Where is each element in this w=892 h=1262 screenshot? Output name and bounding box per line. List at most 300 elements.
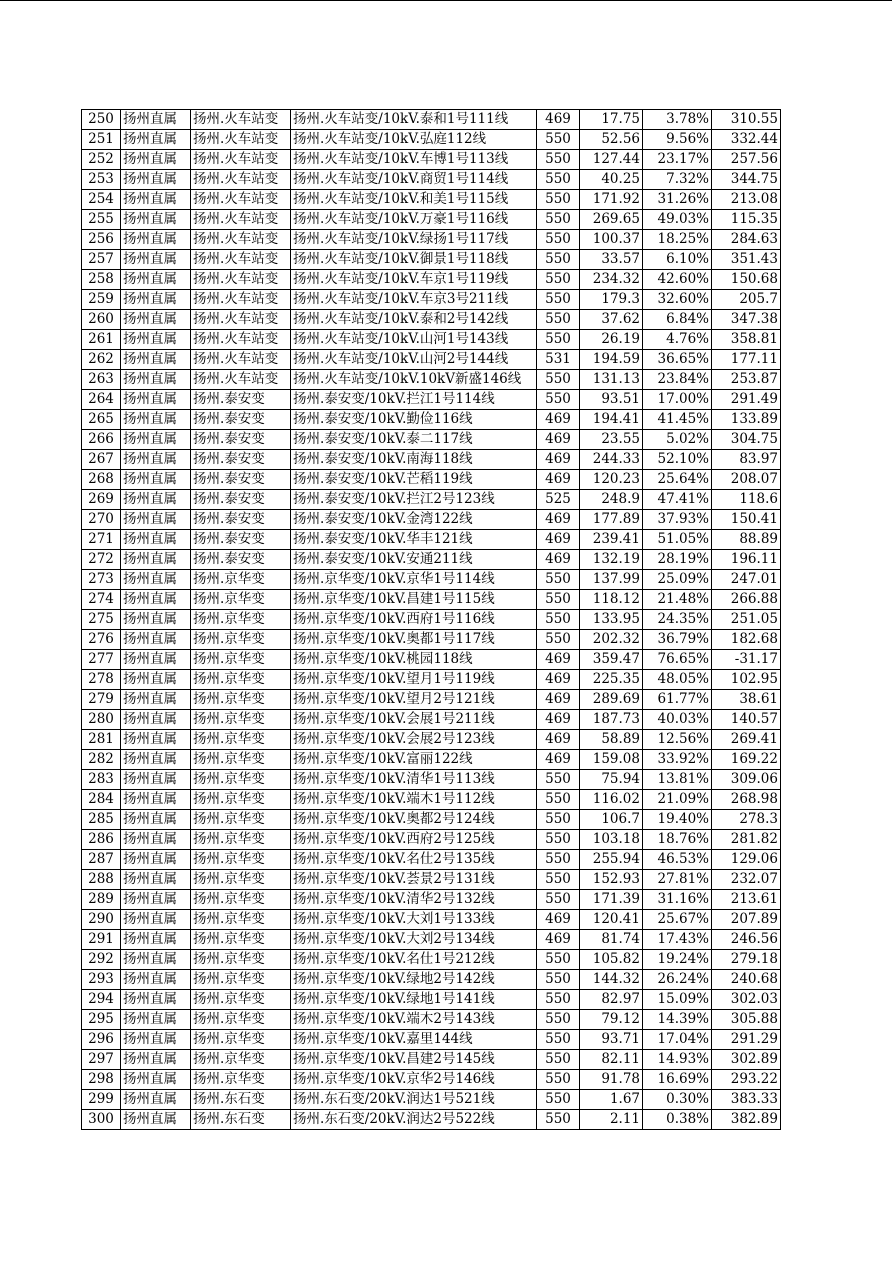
cell-line-name: 扬州.京华变/10kV.奥都1号117线 (291, 630, 537, 650)
cell-rated-capacity: 469 (537, 430, 580, 450)
cell-unit: 扬州直属 (121, 710, 191, 730)
cell-unit: 扬州直属 (121, 410, 191, 430)
cell-rated-capacity: 550 (537, 330, 580, 350)
cell-remaining-capacity: 284.63 (712, 230, 781, 250)
cell-load-rate: 18.25% (643, 230, 712, 250)
cell-unit: 扬州直属 (121, 330, 191, 350)
cell-load-rate: 25.64% (643, 470, 712, 490)
cell-substation: 扬州.火车站变 (191, 290, 291, 310)
cell-unit: 扬州直属 (121, 930, 191, 950)
table-row (82, 1090, 781, 1110)
cell-remaining-capacity: -31.17 (712, 650, 781, 670)
cell-row-number: 270 (82, 510, 121, 530)
cell-remaining-capacity: 382.89 (712, 1110, 781, 1130)
cell-rated-capacity: 550 (537, 190, 580, 210)
cell-rated-capacity: 550 (537, 970, 580, 990)
cell-remaining-capacity: 351.43 (712, 250, 781, 270)
cell-unit: 扬州直属 (121, 650, 191, 670)
cell-substation: 扬州.京华变 (191, 690, 291, 710)
table-row (82, 670, 781, 690)
cell-load-value: 17.75 (580, 110, 643, 130)
cell-unit: 扬州直属 (121, 190, 191, 210)
cell-rated-capacity: 550 (537, 810, 580, 830)
cell-load-value: 23.55 (580, 430, 643, 450)
cell-unit: 扬州直属 (121, 830, 191, 850)
cell-remaining-capacity: 205.7 (712, 290, 781, 310)
cell-load-rate: 0.38% (643, 1110, 712, 1130)
cell-line-name: 扬州.火车站变/10kV.万豪1号116线 (291, 210, 537, 230)
cell-load-value: 152.93 (580, 870, 643, 890)
table-row (82, 370, 781, 390)
table-row (82, 510, 781, 530)
cell-load-value: 127.44 (580, 150, 643, 170)
cell-rated-capacity: 550 (537, 130, 580, 150)
table-row (82, 1110, 781, 1130)
cell-load-value: 234.32 (580, 270, 643, 290)
cell-row-number: 253 (82, 170, 121, 190)
cell-row-number: 256 (82, 230, 121, 250)
cell-unit: 扬州直属 (121, 430, 191, 450)
cell-substation: 扬州.泰安变 (191, 410, 291, 430)
cell-remaining-capacity: 344.75 (712, 170, 781, 190)
cell-remaining-capacity: 38.61 (712, 690, 781, 710)
cell-line-name: 扬州.京华变/10kV.奥都2号124线 (291, 810, 537, 830)
cell-unit: 扬州直属 (121, 690, 191, 710)
cell-line-name: 扬州.京华变/10kV.端木1号112线 (291, 790, 537, 810)
cell-row-number: 279 (82, 690, 121, 710)
cell-unit: 扬州直属 (121, 530, 191, 550)
cell-substation: 扬州.泰安变 (191, 430, 291, 450)
cell-unit: 扬州直属 (121, 670, 191, 690)
cell-substation: 扬州.京华变 (191, 890, 291, 910)
cell-load-rate: 40.03% (643, 710, 712, 730)
table-row (82, 950, 781, 970)
cell-substation: 扬州.火车站变 (191, 170, 291, 190)
cell-remaining-capacity: 304.75 (712, 430, 781, 450)
cell-load-rate: 13.81% (643, 770, 712, 790)
cell-remaining-capacity: 253.87 (712, 370, 781, 390)
cell-unit: 扬州直属 (121, 1110, 191, 1130)
cell-row-number: 273 (82, 570, 121, 590)
cell-remaining-capacity: 383.33 (712, 1090, 781, 1110)
cell-substation: 扬州.京华变 (191, 970, 291, 990)
cell-remaining-capacity: 251.05 (712, 610, 781, 630)
cell-line-name: 扬州.京华变/10kV.大刘1号133线 (291, 910, 537, 930)
cell-load-value: 244.33 (580, 450, 643, 470)
table-row (82, 990, 781, 1010)
cell-rated-capacity: 550 (537, 1050, 580, 1070)
cell-load-value: 37.62 (580, 310, 643, 330)
cell-substation: 扬州.京华变 (191, 650, 291, 670)
cell-substation: 扬州.火车站变 (191, 210, 291, 230)
cell-substation: 扬州.京华变 (191, 1050, 291, 1070)
cell-load-rate: 48.05% (643, 670, 712, 690)
cell-rated-capacity: 550 (537, 590, 580, 610)
cell-load-rate: 36.79% (643, 630, 712, 650)
cell-substation: 扬州.火车站变 (191, 310, 291, 330)
cell-load-rate: 7.32% (643, 170, 712, 190)
table-body (82, 110, 781, 1130)
cell-unit: 扬州直属 (121, 1090, 191, 1110)
cell-row-number: 286 (82, 830, 121, 850)
cell-load-value: 159.08 (580, 750, 643, 770)
cell-rated-capacity: 550 (537, 570, 580, 590)
cell-load-rate: 0.30% (643, 1090, 712, 1110)
cell-unit: 扬州直属 (121, 390, 191, 410)
cell-load-rate: 17.43% (643, 930, 712, 950)
table-row (82, 810, 781, 830)
cell-remaining-capacity: 281.82 (712, 830, 781, 850)
cell-row-number: 296 (82, 1030, 121, 1050)
cell-load-rate: 5.02% (643, 430, 712, 450)
cell-substation: 扬州.京华变 (191, 710, 291, 730)
cell-unit: 扬州直属 (121, 610, 191, 630)
cell-load-value: 239.41 (580, 530, 643, 550)
cell-load-value: 105.82 (580, 950, 643, 970)
cell-row-number: 288 (82, 870, 121, 890)
cell-load-value: 289.69 (580, 690, 643, 710)
cell-line-name: 扬州.火车站变/10kV.泰和1号111线 (291, 110, 537, 130)
cell-remaining-capacity: 177.11 (712, 350, 781, 370)
cell-substation: 扬州.泰安变 (191, 450, 291, 470)
cell-remaining-capacity: 196.11 (712, 550, 781, 570)
cell-substation: 扬州.京华变 (191, 790, 291, 810)
cell-load-value: 52.56 (580, 130, 643, 150)
cell-load-rate: 32.60% (643, 290, 712, 310)
table-row (82, 230, 781, 250)
cell-load-value: 179.3 (580, 290, 643, 310)
cell-load-rate: 9.56% (643, 130, 712, 150)
cell-load-value: 132.19 (580, 550, 643, 570)
cell-load-value: 82.11 (580, 1050, 643, 1070)
cell-unit: 扬州直属 (121, 230, 191, 250)
cell-substation: 扬州.京华变 (191, 730, 291, 750)
cell-load-rate: 21.09% (643, 790, 712, 810)
table-row (82, 550, 781, 570)
cell-load-rate: 47.41% (643, 490, 712, 510)
cell-line-name: 扬州.火车站变/10kV.御景1号118线 (291, 250, 537, 270)
cell-load-rate: 61.77% (643, 690, 712, 710)
cell-substation: 扬州.京华变 (191, 570, 291, 590)
cell-unit: 扬州直属 (121, 110, 191, 130)
cell-remaining-capacity: 269.41 (712, 730, 781, 750)
cell-unit: 扬州直属 (121, 310, 191, 330)
cell-line-name: 扬州.京华变/10kV.望月1号119线 (291, 670, 537, 690)
table-row (82, 830, 781, 850)
cell-line-name: 扬州.泰安变/10kV.芒稻119线 (291, 470, 537, 490)
cell-load-value: 93.71 (580, 1030, 643, 1050)
cell-rated-capacity: 469 (537, 690, 580, 710)
cell-unit: 扬州直属 (121, 870, 191, 890)
cell-remaining-capacity: 232.07 (712, 870, 781, 890)
cell-load-value: 269.65 (580, 210, 643, 230)
cell-remaining-capacity: 291.49 (712, 390, 781, 410)
cell-substation: 扬州.京华变 (191, 990, 291, 1010)
cell-row-number: 295 (82, 1010, 121, 1030)
cell-load-value: 255.94 (580, 850, 643, 870)
cell-unit: 扬州直属 (121, 770, 191, 790)
cell-line-name: 扬州.泰安变/10kV.金湾122线 (291, 510, 537, 530)
cell-remaining-capacity: 150.68 (712, 270, 781, 290)
cell-load-rate: 21.48% (643, 590, 712, 610)
cell-row-number: 260 (82, 310, 121, 330)
cell-substation: 扬州.京华变 (191, 1070, 291, 1090)
cell-load-value: 177.89 (580, 510, 643, 530)
table-row (82, 790, 781, 810)
cell-unit: 扬州直属 (121, 1070, 191, 1090)
cell-line-name: 扬州.泰安变/10kV.拦江2号123线 (291, 490, 537, 510)
cell-row-number: 275 (82, 610, 121, 630)
cell-line-name: 扬州.火车站变/10kV.车京3号211线 (291, 290, 537, 310)
cell-remaining-capacity: 293.22 (712, 1070, 781, 1090)
cell-row-number: 287 (82, 850, 121, 870)
cell-unit: 扬州直属 (121, 970, 191, 990)
cell-substation: 扬州.京华变 (191, 810, 291, 830)
cell-row-number: 250 (82, 110, 121, 130)
cell-row-number: 299 (82, 1090, 121, 1110)
cell-line-name: 扬州.火车站变/10kV.车京1号119线 (291, 270, 537, 290)
table-row (82, 870, 781, 890)
cell-substation: 扬州.火车站变 (191, 370, 291, 390)
cell-rated-capacity: 469 (537, 450, 580, 470)
cell-substation: 扬州.京华变 (191, 830, 291, 850)
cell-load-value: 1.67 (580, 1090, 643, 1110)
cell-load-rate: 23.84% (643, 370, 712, 390)
cell-load-value: 82.97 (580, 990, 643, 1010)
cell-load-rate: 19.24% (643, 950, 712, 970)
cell-load-value: 202.32 (580, 630, 643, 650)
cell-substation: 扬州.京华变 (191, 590, 291, 610)
cell-load-rate: 25.67% (643, 910, 712, 930)
page-top-border (0, 0, 892, 1)
cell-remaining-capacity: 310.55 (712, 110, 781, 130)
cell-row-number: 285 (82, 810, 121, 830)
table-row (82, 690, 781, 710)
cell-rated-capacity: 469 (537, 930, 580, 950)
table-row (82, 330, 781, 350)
cell-row-number: 259 (82, 290, 121, 310)
cell-rated-capacity: 469 (537, 110, 580, 130)
cell-load-rate: 37.93% (643, 510, 712, 530)
cell-remaining-capacity: 257.56 (712, 150, 781, 170)
cell-load-rate: 41.45% (643, 410, 712, 430)
cell-load-rate: 3.78% (643, 110, 712, 130)
cell-rated-capacity: 469 (537, 710, 580, 730)
cell-line-name: 扬州.京华变/10kV.西府2号125线 (291, 830, 537, 850)
cell-remaining-capacity: 279.18 (712, 950, 781, 970)
cell-rated-capacity: 550 (537, 1030, 580, 1050)
table-row (82, 970, 781, 990)
cell-remaining-capacity: 240.68 (712, 970, 781, 990)
cell-rated-capacity: 469 (537, 550, 580, 570)
cell-unit: 扬州直属 (121, 130, 191, 150)
table-row (82, 1030, 781, 1050)
cell-load-value: 75.94 (580, 770, 643, 790)
cell-row-number: 267 (82, 450, 121, 470)
cell-line-name: 扬州.火车站变/10kV.绿扬1号117线 (291, 230, 537, 250)
cell-rated-capacity: 531 (537, 350, 580, 370)
cell-substation: 扬州.京华变 (191, 930, 291, 950)
cell-load-rate: 14.93% (643, 1050, 712, 1070)
cell-remaining-capacity: 207.89 (712, 910, 781, 930)
table-row (82, 210, 781, 230)
cell-substation: 扬州.京华变 (191, 750, 291, 770)
table-row (82, 350, 781, 370)
cell-unit: 扬州直属 (121, 1010, 191, 1030)
cell-rated-capacity: 550 (537, 370, 580, 390)
cell-unit: 扬州直属 (121, 1050, 191, 1070)
cell-row-number: 281 (82, 730, 121, 750)
cell-line-name: 扬州.京华变/10kV.清华1号113线 (291, 770, 537, 790)
cell-unit: 扬州直属 (121, 990, 191, 1010)
cell-rated-capacity: 469 (537, 750, 580, 770)
cell-row-number: 269 (82, 490, 121, 510)
cell-line-name: 扬州.火车站变/10kV.山河1号143线 (291, 330, 537, 350)
cell-row-number: 261 (82, 330, 121, 350)
cell-load-value: 171.92 (580, 190, 643, 210)
table-row (82, 850, 781, 870)
cell-row-number: 280 (82, 710, 121, 730)
cell-rated-capacity: 550 (537, 890, 580, 910)
table-row (82, 730, 781, 750)
cell-row-number: 284 (82, 790, 121, 810)
cell-remaining-capacity: 169.22 (712, 750, 781, 770)
cell-row-number: 252 (82, 150, 121, 170)
cell-load-rate: 14.39% (643, 1010, 712, 1030)
cell-load-value: 187.73 (580, 710, 643, 730)
cell-remaining-capacity: 305.88 (712, 1010, 781, 1030)
cell-load-rate: 26.24% (643, 970, 712, 990)
cell-load-value: 2.11 (580, 1110, 643, 1130)
table-row (82, 610, 781, 630)
cell-substation: 扬州.火车站变 (191, 330, 291, 350)
cell-load-value: 91.78 (580, 1070, 643, 1090)
cell-rated-capacity: 469 (537, 510, 580, 530)
table-row (82, 930, 781, 950)
cell-load-value: 131.13 (580, 370, 643, 390)
table-row (82, 250, 781, 270)
cell-load-rate: 4.76% (643, 330, 712, 350)
table-row (82, 710, 781, 730)
cell-rated-capacity: 550 (537, 170, 580, 190)
table-row (82, 390, 781, 410)
cell-rated-capacity: 550 (537, 230, 580, 250)
cell-substation: 扬州.京华变 (191, 1010, 291, 1030)
cell-unit: 扬州直属 (121, 590, 191, 610)
cell-substation: 扬州.火车站变 (191, 150, 291, 170)
cell-substation: 扬州.泰安变 (191, 510, 291, 530)
cell-load-value: 40.25 (580, 170, 643, 190)
cell-line-name: 扬州.泰安变/10kV.勤俭116线 (291, 410, 537, 430)
table-row (82, 1070, 781, 1090)
table-row (82, 750, 781, 770)
table-row (82, 630, 781, 650)
cell-remaining-capacity: 332.44 (712, 130, 781, 150)
cell-line-name: 扬州.京华变/10kV.荟景2号131线 (291, 870, 537, 890)
cell-unit: 扬州直属 (121, 950, 191, 970)
cell-remaining-capacity: 118.6 (712, 490, 781, 510)
cell-line-name: 扬州.京华变/10kV.望月2号121线 (291, 690, 537, 710)
cell-line-name: 扬州.京华变/10kV.昌建1号115线 (291, 590, 537, 610)
cell-load-value: 79.12 (580, 1010, 643, 1030)
cell-load-value: 359.47 (580, 650, 643, 670)
cell-load-rate: 17.00% (643, 390, 712, 410)
cell-unit: 扬州直属 (121, 470, 191, 490)
cell-load-rate: 6.10% (643, 250, 712, 270)
cell-remaining-capacity: 347.38 (712, 310, 781, 330)
cell-line-name: 扬州.泰安变/10kV.泰二117线 (291, 430, 537, 450)
cell-unit: 扬州直属 (121, 210, 191, 230)
cell-row-number: 251 (82, 130, 121, 150)
cell-substation: 扬州.火车站变 (191, 350, 291, 370)
cell-remaining-capacity: 208.07 (712, 470, 781, 490)
cell-remaining-capacity: 268.98 (712, 790, 781, 810)
cell-load-value: 137.99 (580, 570, 643, 590)
cell-load-value: 33.57 (580, 250, 643, 270)
cell-remaining-capacity: 246.56 (712, 930, 781, 950)
cell-unit: 扬州直属 (121, 350, 191, 370)
cell-row-number: 300 (82, 1110, 121, 1130)
cell-load-value: 106.7 (580, 810, 643, 830)
cell-unit: 扬州直属 (121, 790, 191, 810)
cell-row-number: 274 (82, 590, 121, 610)
cell-substation: 扬州.火车站变 (191, 110, 291, 130)
cell-load-value: 26.19 (580, 330, 643, 350)
cell-remaining-capacity: 278.3 (712, 810, 781, 830)
cell-load-value: 120.41 (580, 910, 643, 930)
cell-line-name: 扬州.京华变/10kV.绿地1号141线 (291, 990, 537, 1010)
table-row (82, 1050, 781, 1070)
cell-load-rate: 33.92% (643, 750, 712, 770)
cell-row-number: 268 (82, 470, 121, 490)
cell-row-number: 262 (82, 350, 121, 370)
table-row (82, 270, 781, 290)
cell-unit: 扬州直属 (121, 510, 191, 530)
cell-row-number: 282 (82, 750, 121, 770)
cell-line-name: 扬州.火车站变/10kV.10kV新盛146线 (291, 370, 537, 390)
cell-row-number: 257 (82, 250, 121, 270)
cell-load-rate: 25.09% (643, 570, 712, 590)
table-row (82, 290, 781, 310)
cell-line-name: 扬州.京华变/10kV.桃园118线 (291, 650, 537, 670)
cell-load-value: 194.41 (580, 410, 643, 430)
cell-row-number: 276 (82, 630, 121, 650)
cell-line-name: 扬州.东石变/20kV.润达2号522线 (291, 1110, 537, 1130)
cell-load-rate: 51.05% (643, 530, 712, 550)
cell-unit: 扬州直属 (121, 490, 191, 510)
cell-row-number: 258 (82, 270, 121, 290)
cell-load-rate: 46.53% (643, 850, 712, 870)
cell-substation: 扬州.东石变 (191, 1090, 291, 1110)
cell-row-number: 277 (82, 650, 121, 670)
cell-unit: 扬州直属 (121, 730, 191, 750)
cell-line-name: 扬州.火车站变/10kV.和美1号115线 (291, 190, 537, 210)
cell-load-value: 58.89 (580, 730, 643, 750)
table-row (82, 110, 781, 130)
table-row (82, 470, 781, 490)
cell-substation: 扬州.京华变 (191, 850, 291, 870)
cell-unit: 扬州直属 (121, 890, 191, 910)
cell-unit: 扬州直属 (121, 550, 191, 570)
cell-row-number: 283 (82, 770, 121, 790)
cell-load-rate: 17.04% (643, 1030, 712, 1050)
cell-unit: 扬州直属 (121, 850, 191, 870)
cell-row-number: 278 (82, 670, 121, 690)
cell-load-rate: 49.03% (643, 210, 712, 230)
cell-line-name: 扬州.东石变/20kV.润达1号521线 (291, 1090, 537, 1110)
cell-line-name: 扬州.火车站变/10kV.山河2号144线 (291, 350, 537, 370)
cell-remaining-capacity: 140.57 (712, 710, 781, 730)
